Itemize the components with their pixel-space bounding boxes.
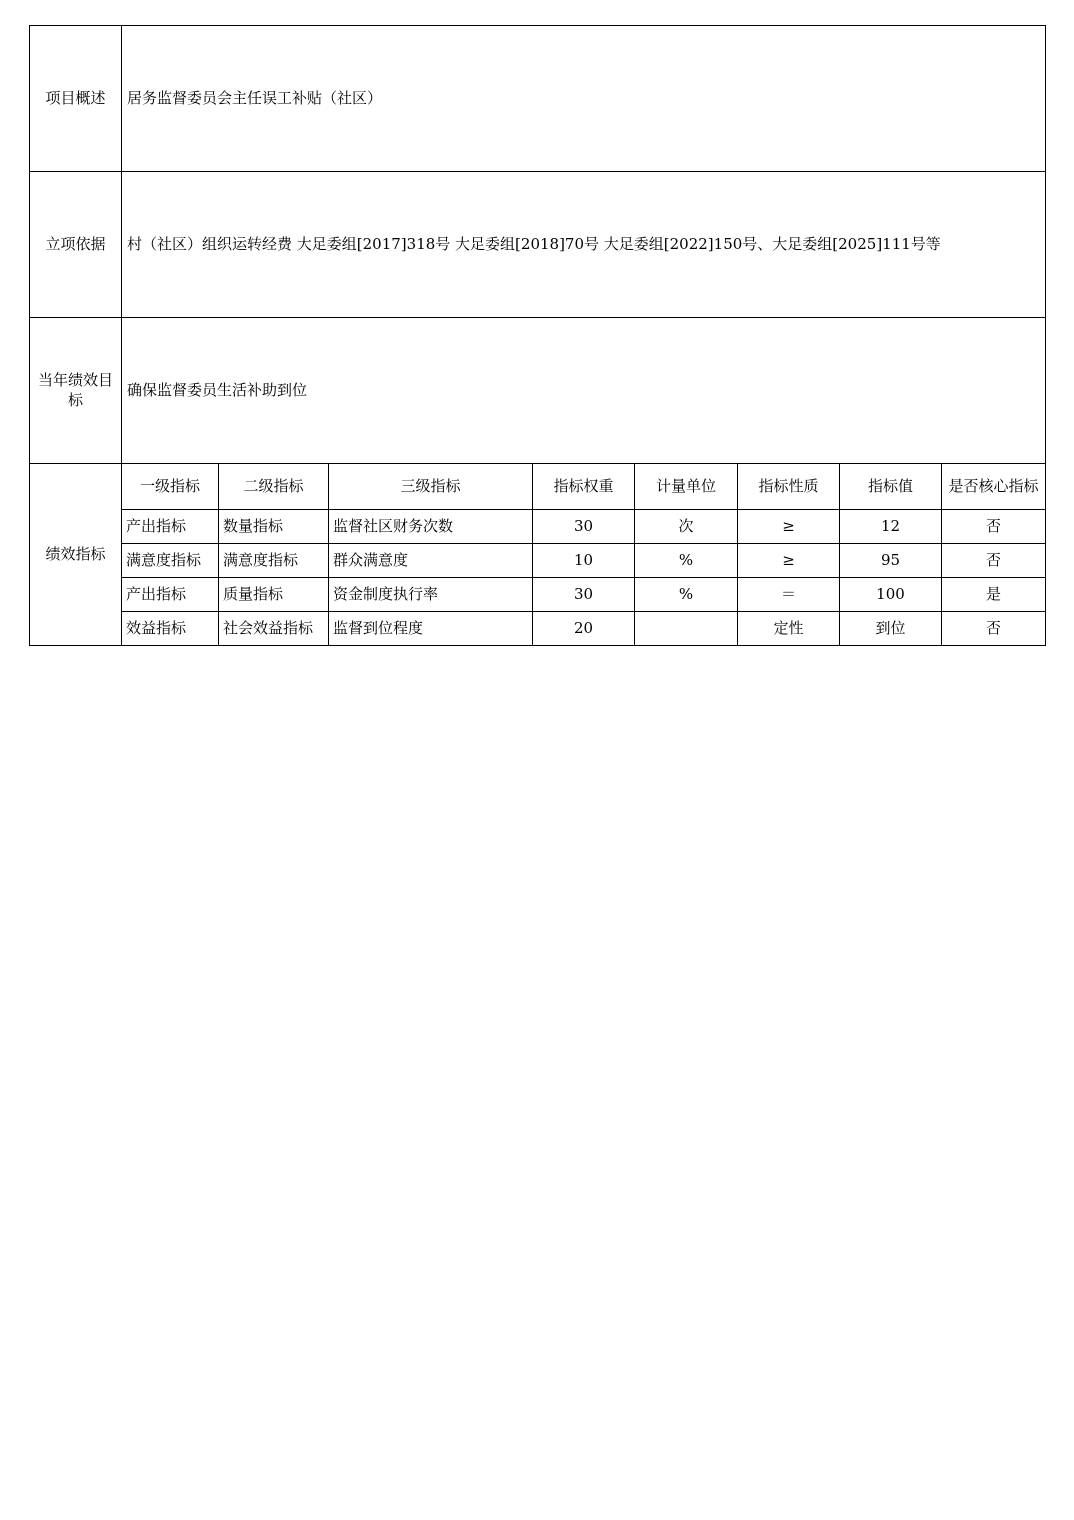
basis-row [30,172,1046,318]
cell-core: 否 [942,544,1046,578]
header-core: 是否核心指标 [942,464,1046,510]
basis-label: 立项依据 [30,172,122,318]
cell-value: 12 [840,510,942,544]
cell-weight: 20 [533,612,635,646]
cell-level1: 产出指标 [122,578,219,612]
basis-value: 村（社区）组织运转经费 大足委组[2017]318号 大足委组[2018]70号 大足委组[2022]150号、大足委组[2025]111号等 [122,172,1046,318]
cell-value: 到位 [840,612,942,646]
cell-level2: 社会效益指标 [219,612,329,646]
cell-nature: ＝ [738,578,840,612]
cell-core: 否 [942,510,1046,544]
header-value: 指标值 [840,464,942,510]
goal-label: 当年绩效目标 [30,318,122,464]
table-row [30,578,1046,612]
overview-label: 项目概述 [30,26,122,172]
cell-unit: % [635,578,738,612]
cell-nature: 定性 [738,612,840,646]
cell-core: 是 [942,578,1046,612]
header-nature: 指标性质 [738,464,840,510]
table-row [30,544,1046,578]
indicator-header-row [30,464,1046,510]
cell-value: 100 [840,578,942,612]
overview-row [30,26,1046,172]
cell-unit: 次 [635,510,738,544]
cell-weight: 10 [533,544,635,578]
cell-weight: 30 [533,578,635,612]
cell-weight: 30 [533,510,635,544]
header-level2: 二级指标 [219,464,329,510]
cell-level2: 满意度指标 [219,544,329,578]
cell-level1: 满意度指标 [122,544,219,578]
cell-level1: 产出指标 [122,510,219,544]
cell-unit [635,612,738,646]
cell-core: 否 [942,612,1046,646]
cell-unit: % [635,544,738,578]
cell-level2: 质量指标 [219,578,329,612]
performance-table [29,25,1046,646]
cell-level3: 群众满意度 [329,544,533,578]
goal-value: 确保监督委员生活补助到位 [122,318,1046,464]
overview-value: 居务监督委员会主任误工补贴（社区） [122,26,1046,172]
header-level1: 一级指标 [122,464,219,510]
cell-value: 95 [840,544,942,578]
cell-level3: 监督社区财务次数 [329,510,533,544]
cell-nature: ≥ [738,510,840,544]
cell-level2: 数量指标 [219,510,329,544]
table-row [30,510,1046,544]
cell-level1: 效益指标 [122,612,219,646]
header-level3: 三级指标 [329,464,533,510]
cell-level3: 资金制度执行率 [329,578,533,612]
table-row [30,612,1046,646]
header-unit: 计量单位 [635,464,738,510]
header-weight: 指标权重 [533,464,635,510]
indicators-label: 绩效指标 [30,464,122,646]
cell-nature: ≥ [738,544,840,578]
cell-level3: 监督到位程度 [329,612,533,646]
goal-row [30,318,1046,464]
